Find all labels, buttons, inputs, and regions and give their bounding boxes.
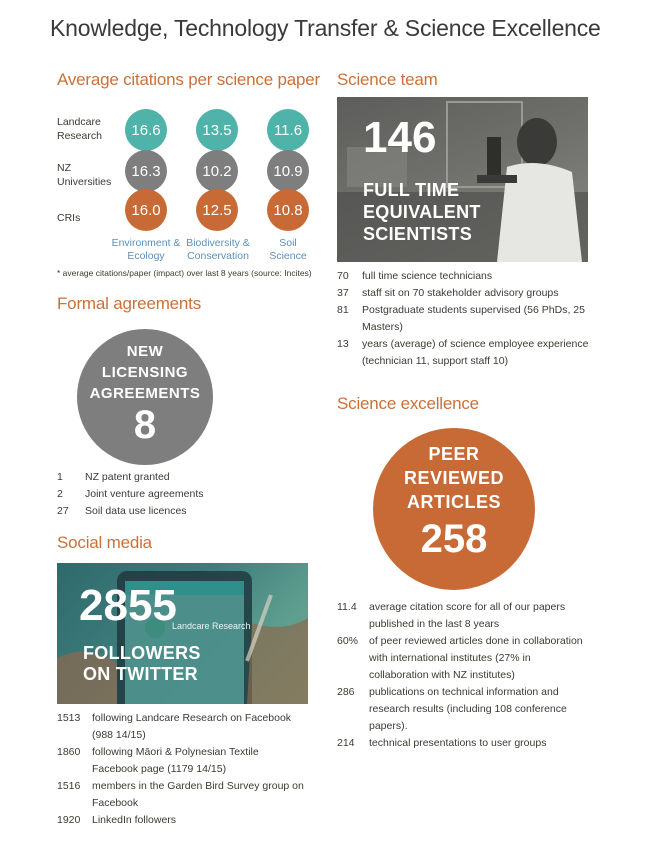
citations-heading: Average citations per science paper <box>57 70 320 89</box>
stat-text: Soil data use licences <box>85 505 187 517</box>
scientists-line-3: SCIENTISTS <box>363 224 473 244</box>
stat-number: 11.4 <box>337 601 357 613</box>
stat-text: Postgraduate students supervised (56 PhDs, 25 Masters) <box>362 304 585 333</box>
stat-text: staff sit on 70 stakeholder advisory groups <box>362 287 559 299</box>
list-item <box>337 285 592 302</box>
list-item <box>57 744 307 778</box>
list-item <box>337 268 592 285</box>
followers-label <box>83 643 201 685</box>
excellence-heading: Science excellence <box>337 394 479 413</box>
bubble-cris-biodiversity: 12.5 <box>196 189 238 231</box>
stat-number: 214 <box>337 737 355 749</box>
scientists-line-1: FULL TIME <box>363 180 460 200</box>
list-item <box>57 503 307 520</box>
licensing-line-2: LICENSING <box>101 364 189 381</box>
stat-number: 286 <box>337 686 355 698</box>
bubble-universities-biodiversity: 10.2 <box>196 150 238 192</box>
list-item <box>57 486 307 503</box>
list-item <box>337 633 592 684</box>
list-item <box>337 302 592 336</box>
bubble-universities-environment: 16.3 <box>125 150 167 192</box>
list-item <box>57 710 307 744</box>
scientists-label <box>363 179 481 245</box>
stat-number: 1 <box>57 471 63 483</box>
social-list <box>57 710 307 829</box>
science-team-photo <box>337 97 588 262</box>
stat-number: 1513 <box>57 712 81 724</box>
social-media-photo <box>57 563 308 704</box>
followers-number: 2855 <box>79 581 177 630</box>
citations-footnote: * average citations/paper (impact) over last 8 years (source: Incites) <box>57 268 312 278</box>
stat-number: 13 <box>337 338 349 350</box>
list-item <box>337 336 592 370</box>
page-title: Knowledge, Technology Transfer & Science Excellence <box>50 15 601 41</box>
followers-line-1: FOLLOWERS <box>83 643 201 663</box>
peer-line-2: REVIEWED <box>403 468 504 488</box>
agreements-list <box>57 469 307 520</box>
row-label-landcare: Landcare Research <box>57 116 102 142</box>
list-item <box>337 599 592 633</box>
list-item <box>57 469 307 486</box>
stat-number: 1860 <box>57 746 81 758</box>
stat-text: average citation score for all of our papers published in the last 8 years <box>369 601 566 630</box>
stat-number: 1516 <box>57 780 81 792</box>
scientists-number: 146 <box>363 113 437 162</box>
bubble-landcare-biodiversity: 13.5 <box>196 109 238 151</box>
social-heading: Social media <box>57 533 152 552</box>
column-label-environment: Environment & Ecology <box>111 237 181 262</box>
bubble-landcare-environment: 16.6 <box>125 109 167 151</box>
licensing-line-3: AGREEMENTS <box>89 385 201 402</box>
bubble-cris-soil: 10.8 <box>267 189 309 231</box>
peer-line-3: ARTICLES <box>407 492 501 512</box>
excellence-list <box>337 599 592 752</box>
column-label-soil: Soil Science <box>269 237 307 262</box>
phone-screen-text: Landcare Research <box>172 621 251 631</box>
stat-text: of peer reviewed articles done in collaboration with international institutes (27% in collaboration with NZ institutes) <box>369 635 583 681</box>
stat-number: 37 <box>337 287 349 299</box>
row-label-cris: CRIs <box>57 212 81 224</box>
peer-line-1: PEER <box>428 444 480 464</box>
bubble-cris-environment: 16.0 <box>125 189 167 231</box>
stat-number: 1920 <box>57 814 81 826</box>
stat-text: following Landcare Research on Facebook (988 14/15) <box>92 712 292 741</box>
stat-text: NZ patent granted <box>85 471 170 483</box>
stat-text: full time science technicians <box>362 270 493 282</box>
stat-text: publications on technical information and research results (including 108 conference papers). <box>369 686 567 732</box>
followers-line-2: ON TWITTER <box>83 664 198 684</box>
list-item <box>57 778 307 812</box>
bubble-universities-soil: 10.9 <box>267 150 309 192</box>
stat-number: 70 <box>337 270 349 282</box>
bubble-landcare-soil: 11.6 <box>267 109 309 151</box>
team-list <box>337 268 592 370</box>
column-label-biodiversity: Biodiversity & Conservation <box>186 237 250 262</box>
licensing-number: 8 <box>133 403 157 447</box>
stat-text: members in the Garden Bird Survey group on Facebook <box>92 780 304 809</box>
stat-text: technical presentations to user groups <box>369 737 547 749</box>
scientists-line-2: EQUIVALENT <box>363 202 481 222</box>
stat-text: Joint venture agreements <box>85 488 204 500</box>
stat-text: LinkedIn followers <box>92 814 177 826</box>
peer-number: 258 <box>420 517 488 561</box>
stat-number: 60% <box>337 635 359 647</box>
licensing-line-1: NEW <box>126 343 164 360</box>
agreements-heading: Formal agreements <box>57 294 201 313</box>
team-heading: Science team <box>337 70 438 89</box>
peer-reviewed-circle <box>373 428 535 590</box>
licensing-agreements-circle <box>77 329 213 465</box>
stat-number: 2 <box>57 488 63 500</box>
stat-text: following Māori & Polynesian Textile Facebook page (1179 14/15) <box>92 746 259 775</box>
row-label-universities: NZ Universities <box>57 162 112 188</box>
list-item <box>337 735 592 752</box>
stat-number: 27 <box>57 505 69 517</box>
stat-number: 81 <box>337 304 349 316</box>
list-item <box>57 812 307 829</box>
list-item <box>337 684 592 735</box>
stat-text: years (average) of science employee experience (technician 11, support staff 10) <box>362 338 589 367</box>
